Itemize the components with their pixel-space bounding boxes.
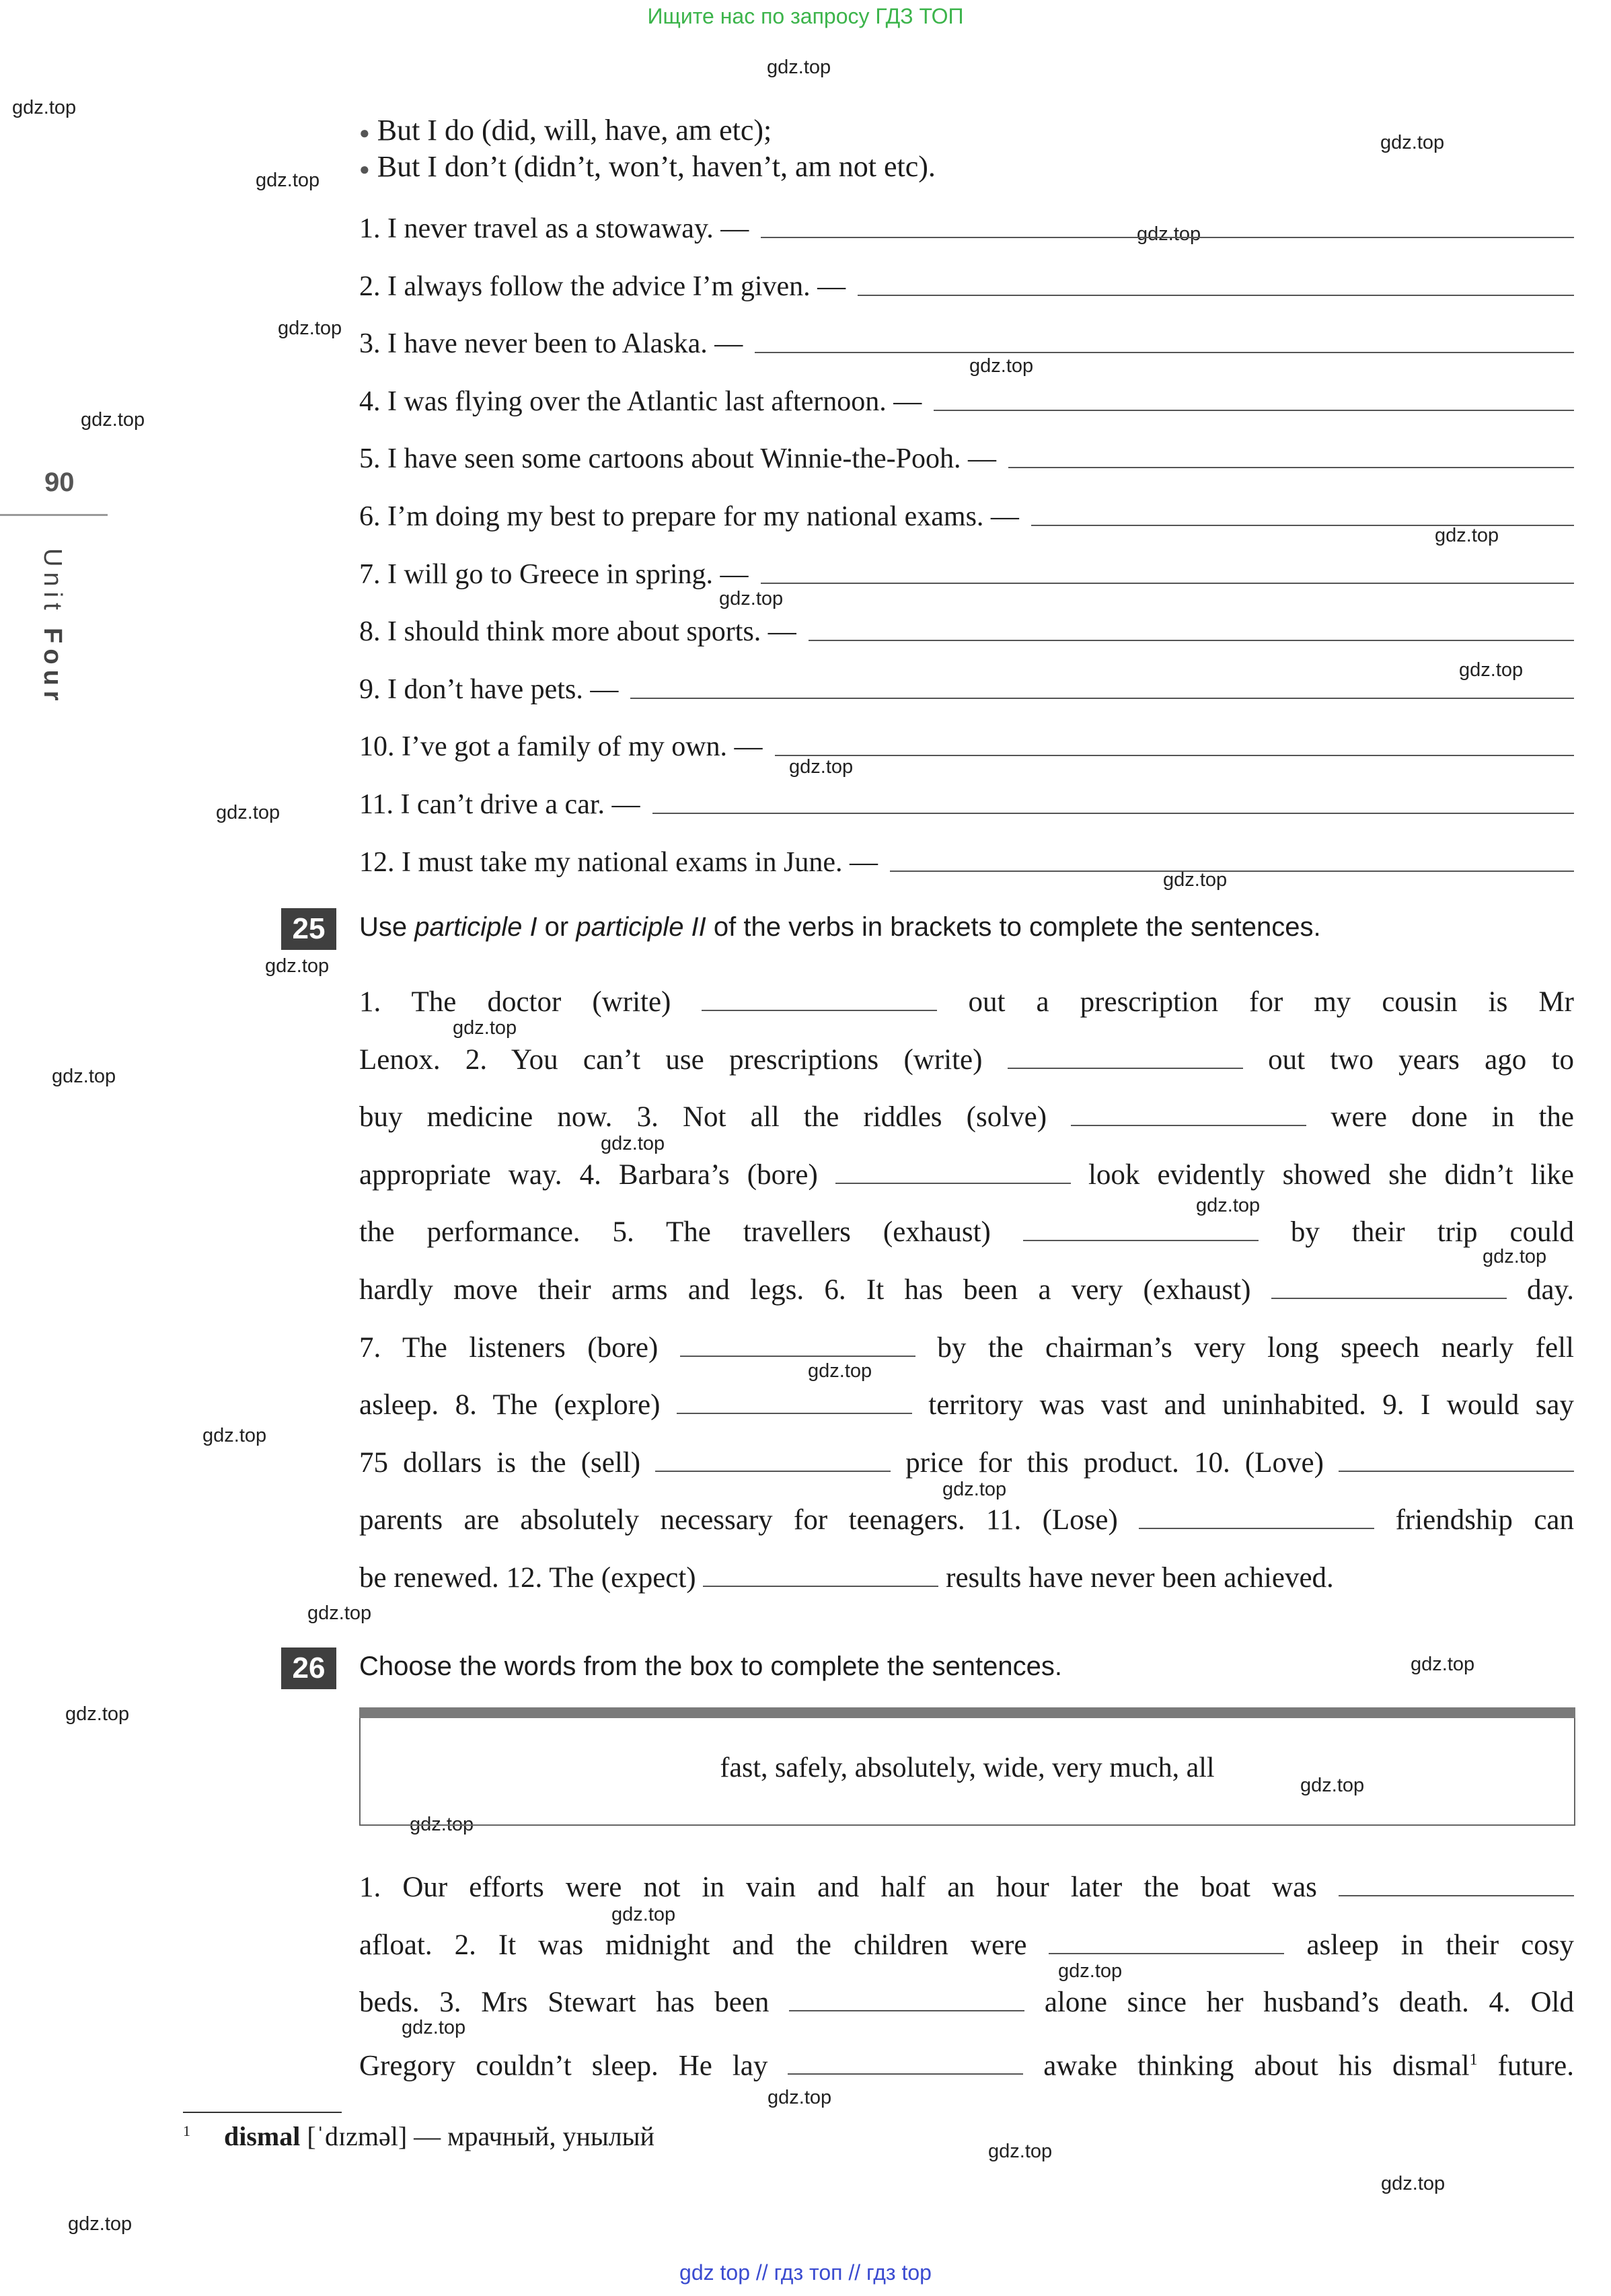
answer-line[interactable] [890, 871, 1574, 872]
watermark: gdz.top [216, 802, 280, 823]
answer-blank[interactable] [1023, 1220, 1259, 1241]
answer-line[interactable] [934, 410, 1574, 411]
answer-line[interactable] [1008, 467, 1574, 468]
bottom-link-bar[interactable]: gdz top // гдз топ // гдз top [679, 2260, 932, 2285]
item-text: 8. I should think more about sports. — [359, 616, 796, 647]
answer-line[interactable] [755, 352, 1574, 353]
answer-blank[interactable] [1271, 1277, 1507, 1299]
sentence-text: out two years ago to [1242, 1043, 1575, 1076]
watermark: gdz.top [1137, 223, 1201, 245]
exercise-item [359, 724, 1574, 763]
bullet-text: But I do (did, will, have, am etc); [377, 114, 772, 147]
item-text: 9. I don’t have pets. — [359, 674, 619, 705]
paragraph-line [359, 1917, 1574, 1974]
answer-line[interactable] [630, 698, 1574, 699]
exercise-item [359, 206, 1574, 245]
instruction-text: or [537, 912, 576, 942]
watermark: gdz.top [81, 409, 145, 431]
watermark: gdz.top [1483, 1246, 1547, 1267]
sentence-text: Lenox. 2. You can’t use prescriptions (write) [359, 1043, 1008, 1076]
watermark: gdz.top [808, 1360, 872, 1382]
watermark: gdz.top [1300, 1775, 1365, 1796]
exercise-item [359, 552, 1574, 591]
watermark: gdz.top [942, 1479, 1007, 1500]
paragraph-line [359, 1376, 1574, 1434]
item-text: 10. I’ve got a family of my own. — [359, 731, 763, 762]
paragraph-line [359, 1974, 1574, 2032]
watermark: gdz.top [402, 2017, 466, 2038]
answer-blank[interactable] [835, 1162, 1071, 1184]
watermark: gdz.top [767, 57, 831, 78]
watermark: gdz.top [410, 1814, 474, 1835]
answer-blank[interactable] [703, 1565, 938, 1587]
sentence-text: awake thinking about his dismal [1023, 2050, 1470, 2082]
watermark: gdz.top [1058, 1960, 1123, 1982]
answer-line[interactable] [652, 813, 1575, 814]
watermark: gdz.top [453, 1017, 517, 1039]
watermark: gdz.top [611, 1904, 676, 1925]
exercise-instruction [359, 912, 1321, 942]
watermark: gdz.top [265, 955, 330, 977]
watermark: gdz.top [52, 1066, 116, 1087]
sentence-text: Gregory couldn’t sleep. He lay [359, 2050, 788, 2082]
answer-line[interactable] [761, 237, 1574, 238]
sentence-text: parents are absolutely necessary for teenagers. 11. (Lose) [359, 1504, 1139, 1536]
sentence-text: afloat. 2. It was midnight and the children were [359, 1929, 1049, 1961]
exercise-item [359, 436, 1574, 475]
page-number: 90 [44, 468, 75, 497]
word-box-header-bar [359, 1707, 1575, 1718]
page-number-rule [0, 514, 108, 516]
exercise-item [359, 840, 1574, 879]
instruction-text: Use [359, 912, 415, 942]
exercise-instruction: Choose the words from the box to complete the sentences. [359, 1652, 1063, 1681]
answer-blank[interactable] [677, 1393, 912, 1414]
exercise25-paragraph [359, 973, 1574, 1607]
watermark: gdz.top [1411, 1654, 1475, 1675]
paragraph-line [359, 1261, 1574, 1319]
exercise-item [359, 782, 1574, 821]
sentence-text: by their trip could [1258, 1216, 1574, 1249]
answer-blank[interactable] [655, 1450, 891, 1472]
sentence-text: 75 dollars is the (sell) [359, 1446, 656, 1479]
answer-line[interactable] [1031, 525, 1574, 526]
sentence-text: look evidently showed she didn’t like [1070, 1158, 1574, 1191]
watermark: gdz.top [1459, 659, 1524, 681]
paragraph-line [359, 1146, 1574, 1204]
item-text: 6. I’m doing my best to prepare for my national exams. — [359, 501, 1019, 532]
sentence-text: 1. Our efforts were not in vain and half an hour later the boat was [359, 1872, 1339, 1903]
paragraph-line [359, 973, 1574, 1031]
sentence-text: appropriate way. 4. Barbara’s (bore) [359, 1158, 835, 1191]
answer-line[interactable] [809, 640, 1574, 641]
bullet-dot-icon: ● [359, 159, 370, 179]
sentence-text: territory was vast and uninhabited. 9. I would say [911, 1389, 1574, 1421]
item-text: 7. I will go to Greece in spring. — [359, 559, 749, 590]
footnote-marker: 1 [183, 2122, 190, 2139]
unit-word: Unit [38, 548, 67, 616]
answer-blank[interactable] [1071, 1105, 1306, 1126]
paragraph-line [359, 1031, 1574, 1089]
exercise26-paragraph [359, 1859, 1574, 2095]
sentence-text: by the chairman’s very long speech nearly fell [915, 1331, 1574, 1364]
word-box-words: fast, safely, absolutely, wide, very much, all [720, 1752, 1215, 1783]
answer-blank[interactable] [788, 2053, 1023, 2075]
sentence-text: day. [1506, 1273, 1575, 1306]
footnote-definition: [ˈdɪzməl] — мрачный, унылый [300, 2121, 654, 2151]
sentence-text: asleep in their cosy [1284, 1929, 1574, 1961]
answer-line[interactable] [858, 295, 1574, 296]
sentence-text: hardly move their arms and legs. 6. It has been a very (exhaust) [359, 1273, 1271, 1306]
exercise-item [359, 609, 1574, 648]
item-text: 3. I have never been to Alaska. — [359, 328, 743, 359]
instruction-text: of the verbs in brackets to complete the sentences. [706, 912, 1321, 942]
sentence-text: results have never been achieved. [938, 1561, 1334, 1594]
item-text: 1. I never travel as a stowaway. — [359, 213, 749, 244]
paragraph-line [359, 1319, 1574, 1377]
exercise-item [359, 379, 1574, 418]
exercise-number-badge: 25 [281, 908, 336, 950]
watermark: gdz.top [988, 2141, 1053, 2162]
sentence-text: beds. 3. Mrs Stewart has been [359, 1987, 790, 2019]
item-text: 12. I must take my national exams in June. — [359, 847, 878, 878]
watermark: gdz.top [307, 1602, 372, 1624]
item-text: 4. I was flying over the Atlantic last afternoon. — [359, 386, 922, 417]
answer-blank[interactable] [789, 1990, 1024, 2011]
watermark: gdz.top [767, 2087, 832, 2108]
sentence-text: friendship can [1374, 1504, 1574, 1536]
watermark: gdz.top [68, 2213, 133, 2235]
instruction-italic: participle I [414, 912, 537, 942]
watermark: gdz.top [12, 97, 77, 118]
paragraph-line [359, 1088, 1574, 1146]
watermark: gdz.top [202, 1425, 267, 1446]
answer-blank[interactable] [1139, 1508, 1374, 1529]
paragraph-line [359, 1203, 1574, 1261]
footnote-ref[interactable]: 1 [1469, 2050, 1478, 2069]
answer-blank[interactable] [1339, 1450, 1574, 1472]
paragraph-line [359, 1434, 1574, 1492]
sentence-text: buy medicine now. 3. Not all the riddles (solve) [359, 1101, 1072, 1134]
paragraph-line [359, 1549, 1574, 1607]
answer-blank[interactable] [702, 990, 937, 1011]
bullet-line [359, 149, 936, 184]
answer-line[interactable] [775, 755, 1574, 756]
watermark: gdz.top [1380, 132, 1445, 153]
answer-blank[interactable] [1049, 1933, 1284, 1954]
footnote-term: dismal [224, 2121, 301, 2151]
item-text: 5. I have seen some cartoons about Winnie-the-Pooh. — [359, 443, 996, 474]
watermark: gdz.top [789, 756, 854, 778]
exercise-item [359, 494, 1574, 533]
watermark: gdz.top [601, 1133, 665, 1154]
sentence-text: future. [1477, 2050, 1574, 2082]
sentence-text: the performance. 5. The travellers (exhaust) [359, 1216, 1023, 1249]
paragraph-line [359, 1859, 1574, 1917]
sentence-text: out a prescription for my cousin is Mr [937, 986, 1574, 1018]
bullet-dot-icon: ● [359, 122, 370, 143]
answer-blank[interactable] [1008, 1047, 1243, 1069]
answer-line[interactable] [761, 583, 1574, 584]
watermark: gdz.top [256, 170, 320, 191]
footnote [183, 2120, 654, 2152]
unit-side-label [38, 548, 67, 706]
unit-number-word: Four [38, 628, 67, 706]
watermark: gdz.top [278, 318, 342, 339]
footnote-rule [183, 2112, 342, 2113]
top-banner[interactable]: Ищите нас по запросу ГДЗ ТОП [647, 4, 964, 28]
exercise-item [359, 321, 1574, 360]
exercise-item [359, 667, 1574, 706]
bullet-line [359, 113, 772, 147]
answer-blank[interactable] [680, 1335, 915, 1357]
sentence-text: 7. The listeners (bore) [359, 1331, 680, 1364]
watermark: gdz.top [1435, 525, 1499, 546]
sentence-text: price for this product. 10. (Love) [891, 1446, 1339, 1479]
bullet-text: But I don’t (didn’t, won’t, haven’t, am not etc). [377, 150, 936, 183]
paragraph-line [359, 1491, 1574, 1549]
sentence-text: alone since her husband’s death. 4. Old [1024, 1987, 1574, 2019]
exercise-number-badge: 26 [281, 1647, 336, 1689]
watermark: gdz.top [1196, 1195, 1261, 1216]
sentence-text: 1. The doctor (write) [359, 986, 702, 1018]
instruction-italic: participle II [576, 912, 706, 942]
sentence-text: were done in the [1306, 1101, 1574, 1134]
item-text: 11. I can’t drive a car. — [359, 789, 640, 820]
watermark: gdz.top [1163, 869, 1228, 891]
paragraph-line [359, 2032, 1574, 2095]
exercise-item [359, 264, 1574, 303]
watermark: gdz.top [65, 1703, 130, 1725]
sentence-text: asleep. 8. The (explore) [359, 1389, 677, 1421]
watermark: gdz.top [1381, 2173, 1446, 2194]
watermark: gdz.top [969, 355, 1034, 377]
item-text: 2. I always follow the advice I’m given. — [359, 271, 846, 302]
answer-blank[interactable] [1339, 1875, 1574, 1896]
sentence-text: be renewed. 12. The (expect) [359, 1561, 704, 1594]
watermark: gdz.top [719, 588, 784, 609]
